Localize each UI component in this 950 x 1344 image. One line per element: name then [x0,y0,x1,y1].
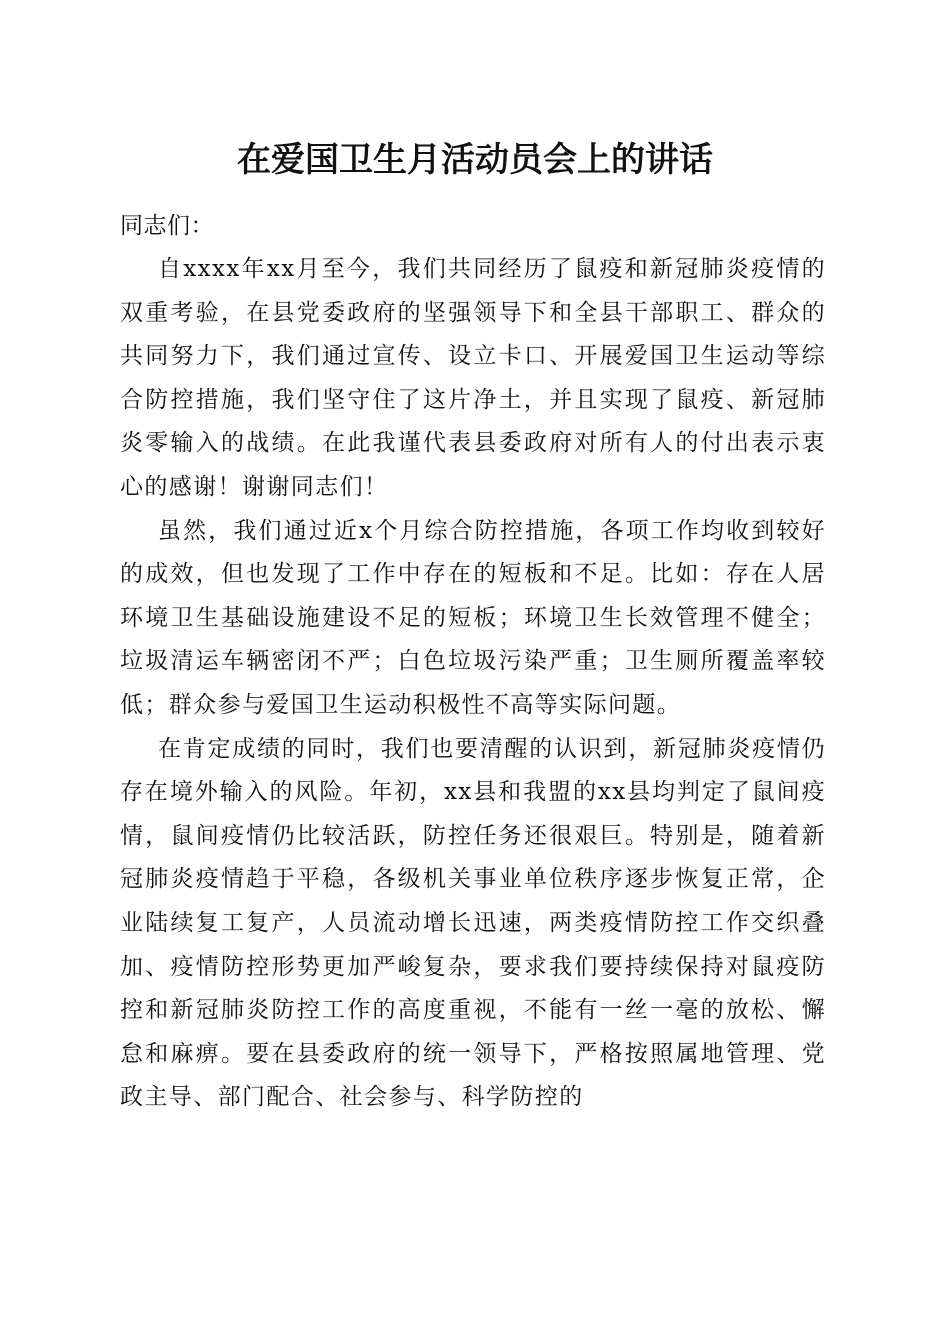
document-body [120,204,826,1120]
paragraph-1: 自xxxx年xx月至今，我们共同经历了鼠疫和新冠肺炎疫情的双重考验，在县党委政府的坚强领导下和全县干部职工、群众的共同努力下，我们通过宣传、设立卡口、开展爱国卫生运动等综合防控措施，我们坚守住了这片净土，并且实现了鼠疫、新冠肺炎零输入的战绩。在此我谨代表县委政府对所有人的付出表示衷心的感谢！谢谢同志们！ [120,256,826,500]
document-title: 在爱国卫生月活动员会上的讲话 [237,140,713,180]
paragraph-2: 虽然，我们通过近x个月综合防控措施，各项工作均收到较好的成效，但也发现了工作中存在的短板和不足。比如：存在人居环境卫生基础设施建设不足的短板；环境卫生长效管理不健全；垃圾清运车辆密闭不严；白色垃圾污染严重；卫生厕所覆盖率较低；群众参与爱国卫生运动积极性不高等实际问题。 [120,517,826,718]
salutation: 同志们： [120,213,214,239]
paragraph-3: 在肯定成绩的同时，我们也要清醒的认识到，新冠肺炎疫情仍存在境外输入的风险。年初，xx县和我盟的xx县均判定了鼠间疫情，鼠间疫情仍比较活跃，防控任务还很艰巨。特别是，随着新冠肺炎疫情趋于平稳，各级机关事业单位秩序逐步恢复正常，企业陆续复工复产，人员流动增长迅速，两类疫情防控工作交织叠加、疫情防控形势更加严峻复杂，要求我们要持续保持对鼠疫防控和新冠肺炎防控工作的高度重视，不能有一丝一毫的放松、懈怠和麻痹。要在县委政府的统一领导下，严格按照属地管理、党政主导、部门配合、社会参与、科学防控的 [120,735,826,1111]
